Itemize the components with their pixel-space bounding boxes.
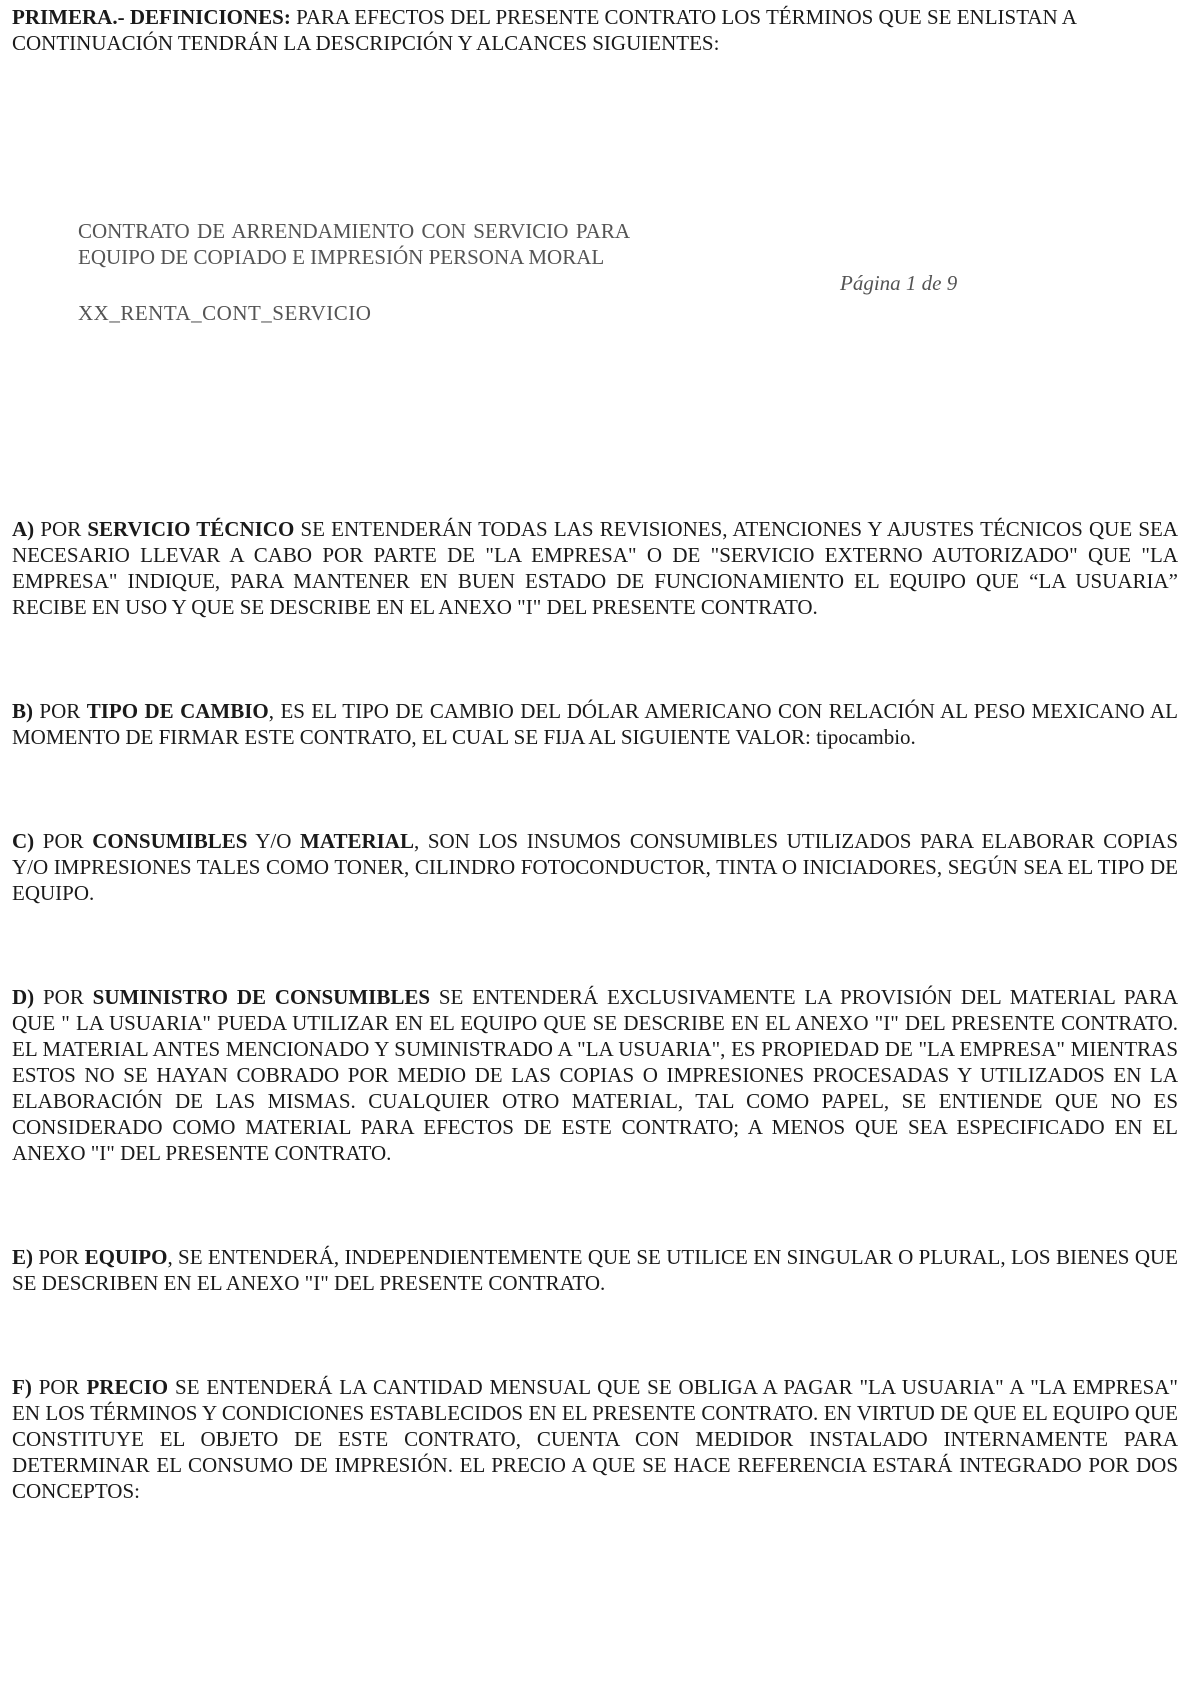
definition-equipo: E) POR EQUIPO, SE ENTENDERÁ, INDEPENDIENTEMENTE QUE SE UTILICE EN SINGULAR O PLURAL, LOS BIENES QUE SE DESCRIBEN EN EL ANEXO "I" DEL PRESENTE CONTRATO. [12,1245,1179,1295]
definition-precio: F) POR PRECIO SE ENTENDERÁ LA CANTIDAD MENSUAL QUE SE OBLIGA A PAGAR "LA USUARIA" A "LA EMPRESA" EN LOS TÉRMINOS Y CONDICIONES ESTABLECIDOS EN EL PRESENTE CONTRATO. EN VIRTUD DE QUE EL EQUIPO QUE CONSTITUYE EL OBJETO DE ESTE CONTRATO, CUENTA CON MEDIDOR INSTALADO INTERNAMENTE PARA DETERMINAR EL CONSUMO DE IMPRESIÓN. EL PRECIO A QUE SE HACE REFERENCIA ESTARÁ INTEGRADO POR DOS CONCEPTOS: [12,1375,1179,1503]
page-indicator: Página 1 de 9 [840,271,958,295]
definition-servicio-tecnico: A) POR SERVICIO TÉCNICO SE ENTENDERÁN TODAS LAS REVISIONES, ATENCIONES Y AJUSTES TÉCNICOS QUE SEA NECESARIO LLEVAR A CABO POR PARTE DE "LA EMPRESA" O DE "SERVICIO EXTERNO AUTORIZADO" QUE "LA EMPRESA" INDIQUE, PARA MANTENER EN BUEN ESTADO DE FUNCIONAMIENTO EL EQUIPO QUE “LA USUARIA” RECIBE EN USO Y QUE SE DESCRIBE EN EL ANEXO "I" DEL PRESENTE CONTRATO. [12,517,1178,619]
contract-title: CONTRATO DE ARRENDAMIENTO CON SERVICIO PARA EQUIPO DE COPIADO E IMPRESIÓN PERSONA MORAL [78,219,630,269]
document-code: XX_RENTA_CONT_SERVICIO [78,301,372,325]
intro-paragraph: PRIMERA.- DEFINICIONES: PARA EFECTOS DEL PRESENTE CONTRATO LOS TÉRMINOS QUE SE ENLISTAN A CONTINUACIÓN TENDRÁN LA DESCRIPCIÓN Y ALCANCES SIGUIENTES: [12,5,1077,55]
definition-suministro-de-consumibles: D) POR SUMINISTRO DE CONSUMIBLES SE ENTENDERÁ EXCLUSIVAMENTE LA PROVISIÓN DEL MATERIAL PARA QUE " LA USUARIA" PUEDA UTILIZAR EN EL EQUIPO QUE SE DESCRIBE EN EL ANEXO "I" DEL PRESENTE CONTRATO. EL MATERIAL ANTES MENCIONADO Y SUMINISTRADO A "LA USUARIA", ES PROPIEDAD DE "LA EMPRESA" MIENTRAS ESTOS NO SE HAYAN COBRADO POR MEDIO DE LAS COPIAS O IMPRESIONES PROCESADAS Y UTILIZADOS EN LA ELABORACIÓN DE LAS MISMAS. CUALQUIER OTRO MATERIAL, TAL COMO PAPEL, SE ENTIENDE QUE NO ES CONSIDERADO COMO MATERIAL PARA EFECTOS DE ESTE CONTRATO; A MENOS QUE SEA ESPECIFICADO EN EL ANEXO "I" DEL PRESENTE CONTRATO. [12,985,1178,1165]
definition-tipo-de-cambio: B) POR TIPO DE CAMBIO, ES EL TIPO DE CAMBIO DEL DÓLAR AMERICANO CON RELACIÓN AL PESO MEXICANO AL MOMENTO DE FIRMAR ESTE CONTRATO, EL CUAL SE FIJA AL SIGUIENTE VALOR: tipocambio. [12,699,1178,749]
definition-consumibles-material: C) POR CONSUMIBLES Y/O MATERIAL, SON LOS INSUMOS CONSUMIBLES UTILIZADOS PARA ELABORAR COPIAS Y/O IMPRESIONES TALES COMO TONER, CILINDRO FOTOCONDUCTOR, TINTA O INICIADORES, SEGÚN SEA EL TIPO DE EQUIPO. [12,829,1178,905]
